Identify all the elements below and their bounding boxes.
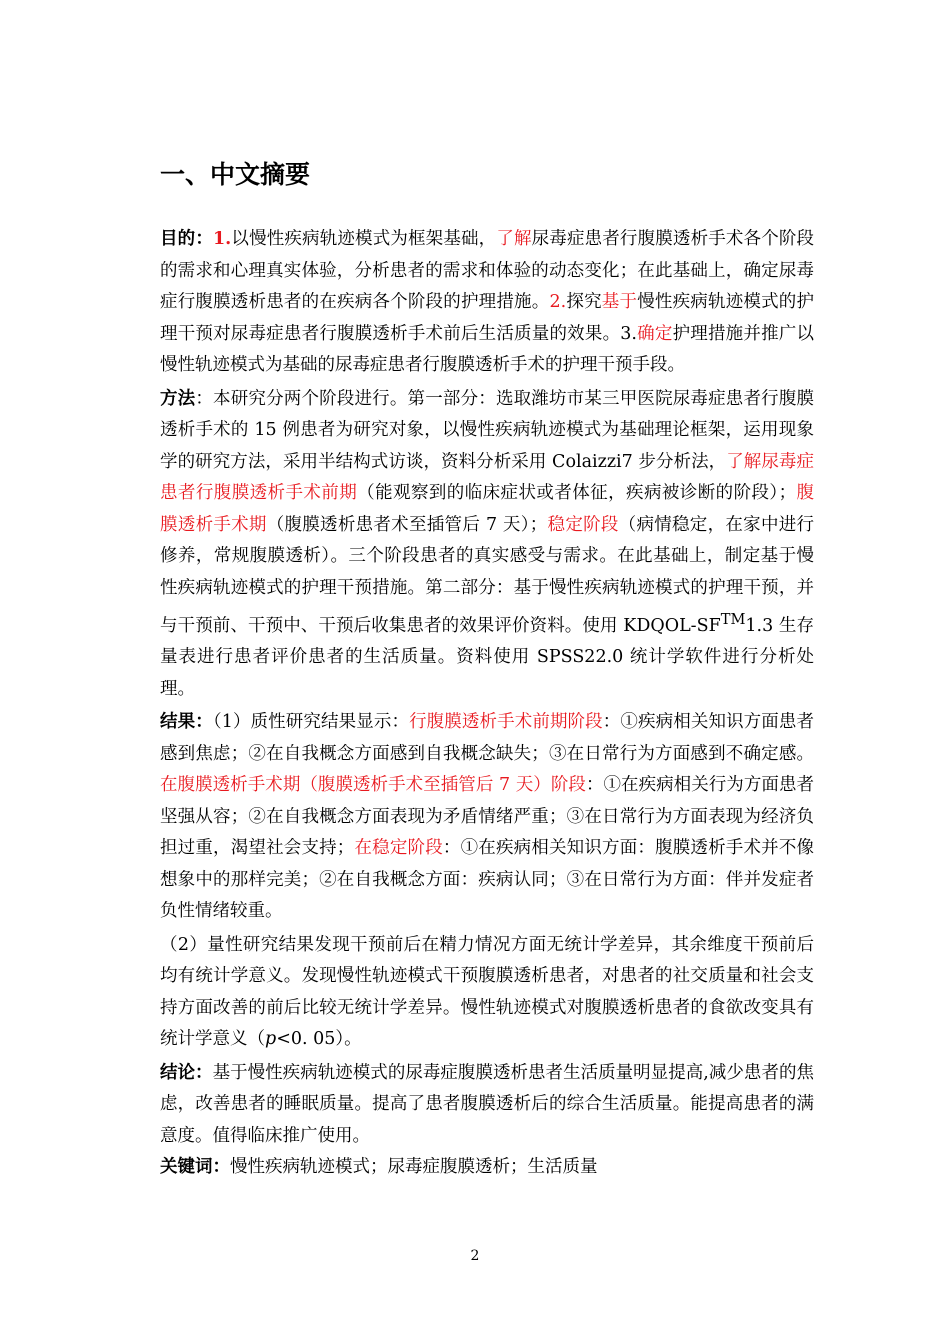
highlight-text: 了解 (496, 229, 532, 249)
result-text: ：①疾病相关知识方面患者感到焦虑；②在自我概念方面感到自我概念缺失；③在日常行为方面感到不确定感。 (160, 712, 815, 764)
page-number: 2 (470, 1248, 480, 1264)
highlight-text: 行腹膜透析手术前期阶段 (409, 712, 603, 733)
highlight-text: 在腹膜透析手术期（腹膜透析手术至插管后 7 天）阶段 (160, 775, 586, 796)
highlight-text: 腹膜透析手术期 (160, 483, 815, 535)
highlight-text: 了解尿毒症患者行腹膜透析手术前期 (160, 451, 814, 503)
purpose-label: 目的： (160, 229, 213, 249)
section-heading: 一、中文摘要 (160, 160, 311, 189)
result-paragraph-1 (160, 707, 814, 928)
highlight-text: 基于 (601, 292, 638, 312)
highlight-text: 在稳定阶段 (354, 838, 443, 859)
purpose-text: 探究 (566, 292, 602, 312)
purpose-paragraph (160, 224, 814, 382)
method-label: 方法 (160, 388, 196, 409)
p-value-symbol: p (265, 1029, 277, 1050)
method-text: （腹膜透析患者术至插管后 7 天）； (266, 514, 548, 535)
result-text: <0. 05）。 (276, 1029, 362, 1050)
result-label: 结果： (160, 712, 213, 733)
method-paragraph (160, 384, 814, 706)
result-paragraph-2 (160, 930, 814, 1056)
purpose-text: 护理措施并推广以慢性轨迹模式为基础的尿毒症患者行腹膜透析手术的护理干预手段。 (160, 323, 814, 375)
conclusion-label: 结论： (160, 1062, 213, 1083)
result-text: （1）质性研究结果显示： (212, 712, 410, 733)
purpose-number-1: 1. (212, 229, 232, 249)
purpose-number-2: 2. (549, 292, 567, 312)
method-text: （能观察到的临床症状或者体征，疾病被诊断的阶段）； (357, 483, 797, 503)
purpose-text: 慢性疾病轨迹模式的护理干预对尿毒症患者行腹膜透析手术前后生活质量的效果。3. (160, 292, 815, 344)
highlight-text: 稳定阶段 (547, 514, 619, 535)
result-text: （2）量性研究结果发现干预前后在精力情况方面无统计学差异，其余维度干预前后均有统计学意义。发现慢性轨迹模式干预腹膜透析患者，对患者的社交质量和社会支持方面改善的前后比较无统计学差异。慢性轨迹模式对腹膜透析患者的食欲改变具有统计学意义（ (160, 934, 814, 1050)
highlight-text: 确定 (636, 323, 673, 344)
result-text: ：①在疾病相关行为方面患者坚强从容；②在自我概念方面表现为矛盾情绪严重；③在日常行为方面表现为经济负担过重，渴望社会支持； (160, 775, 814, 859)
keywords-label: 关键词： (160, 1157, 230, 1178)
purpose-text: 尿毒症患者行腹膜透析手术各个阶段的需求和心理真实体验，分析患者的需求和体验的动态变化；在此基础上，确定尿毒症行腹膜透析患者的在疾病各个阶段的护理措施。 (160, 229, 815, 312)
method-text: ：本研究分两个阶段进行。第一部分：选取潍坊市某三甲医院尿毒症患者行腹膜透析手术的 15 例患者为研究对象，以慢性疾病轨迹模式为基础理论框架，运用现象学的研究方法，采用半结构式访谈，资料分析采用 Colaizzi7 步分析法， (160, 388, 815, 472)
result-text: ：①在疾病相关知识方面：腹膜透析手术并不像想象中的那样完美；②在自我概念方面：疾病认同；③在日常行为方面：伴并发症者负性情绪较重。 (160, 838, 815, 922)
conclusion-paragraph (160, 1058, 814, 1153)
trademark-superscript: TM (720, 611, 746, 628)
conclusion-text: 基于慢性疾病轨迹模式的尿毒症腹膜透析患者生活质量明显提高,减少患者的焦虑，改善患者的睡眠质量。提高了患者腹膜透析后的综合生活质量。能提高患者的满意度。值得临床推广使用。 (160, 1062, 814, 1146)
method-text: （病情稳定，在家中进行修养，常规腹膜透析）。三个阶段患者的真实感受与需求。在此基础上，制定基于慢性疾病轨迹模式的护理干预措施。第二部分：基于慢性疾病轨迹模式的护理干预，并与干预前、干预中、干预后收集患者的效果评价资料。使用 KDQOL-SF (160, 514, 815, 636)
purpose-text: 以慢性疾病轨迹模式为框架基础， (231, 229, 497, 249)
abstract-body (160, 224, 814, 1184)
method-text: 1.3 生存量表进行患者评价患者的生活质量。资料使用 SPSS22.0 统计学软件进行分析处理。 (160, 615, 814, 699)
keywords-text: 慢性疾病轨迹模式；尿毒症腹膜透析；生活质量 (230, 1157, 598, 1178)
keywords-paragraph (160, 1152, 814, 1184)
